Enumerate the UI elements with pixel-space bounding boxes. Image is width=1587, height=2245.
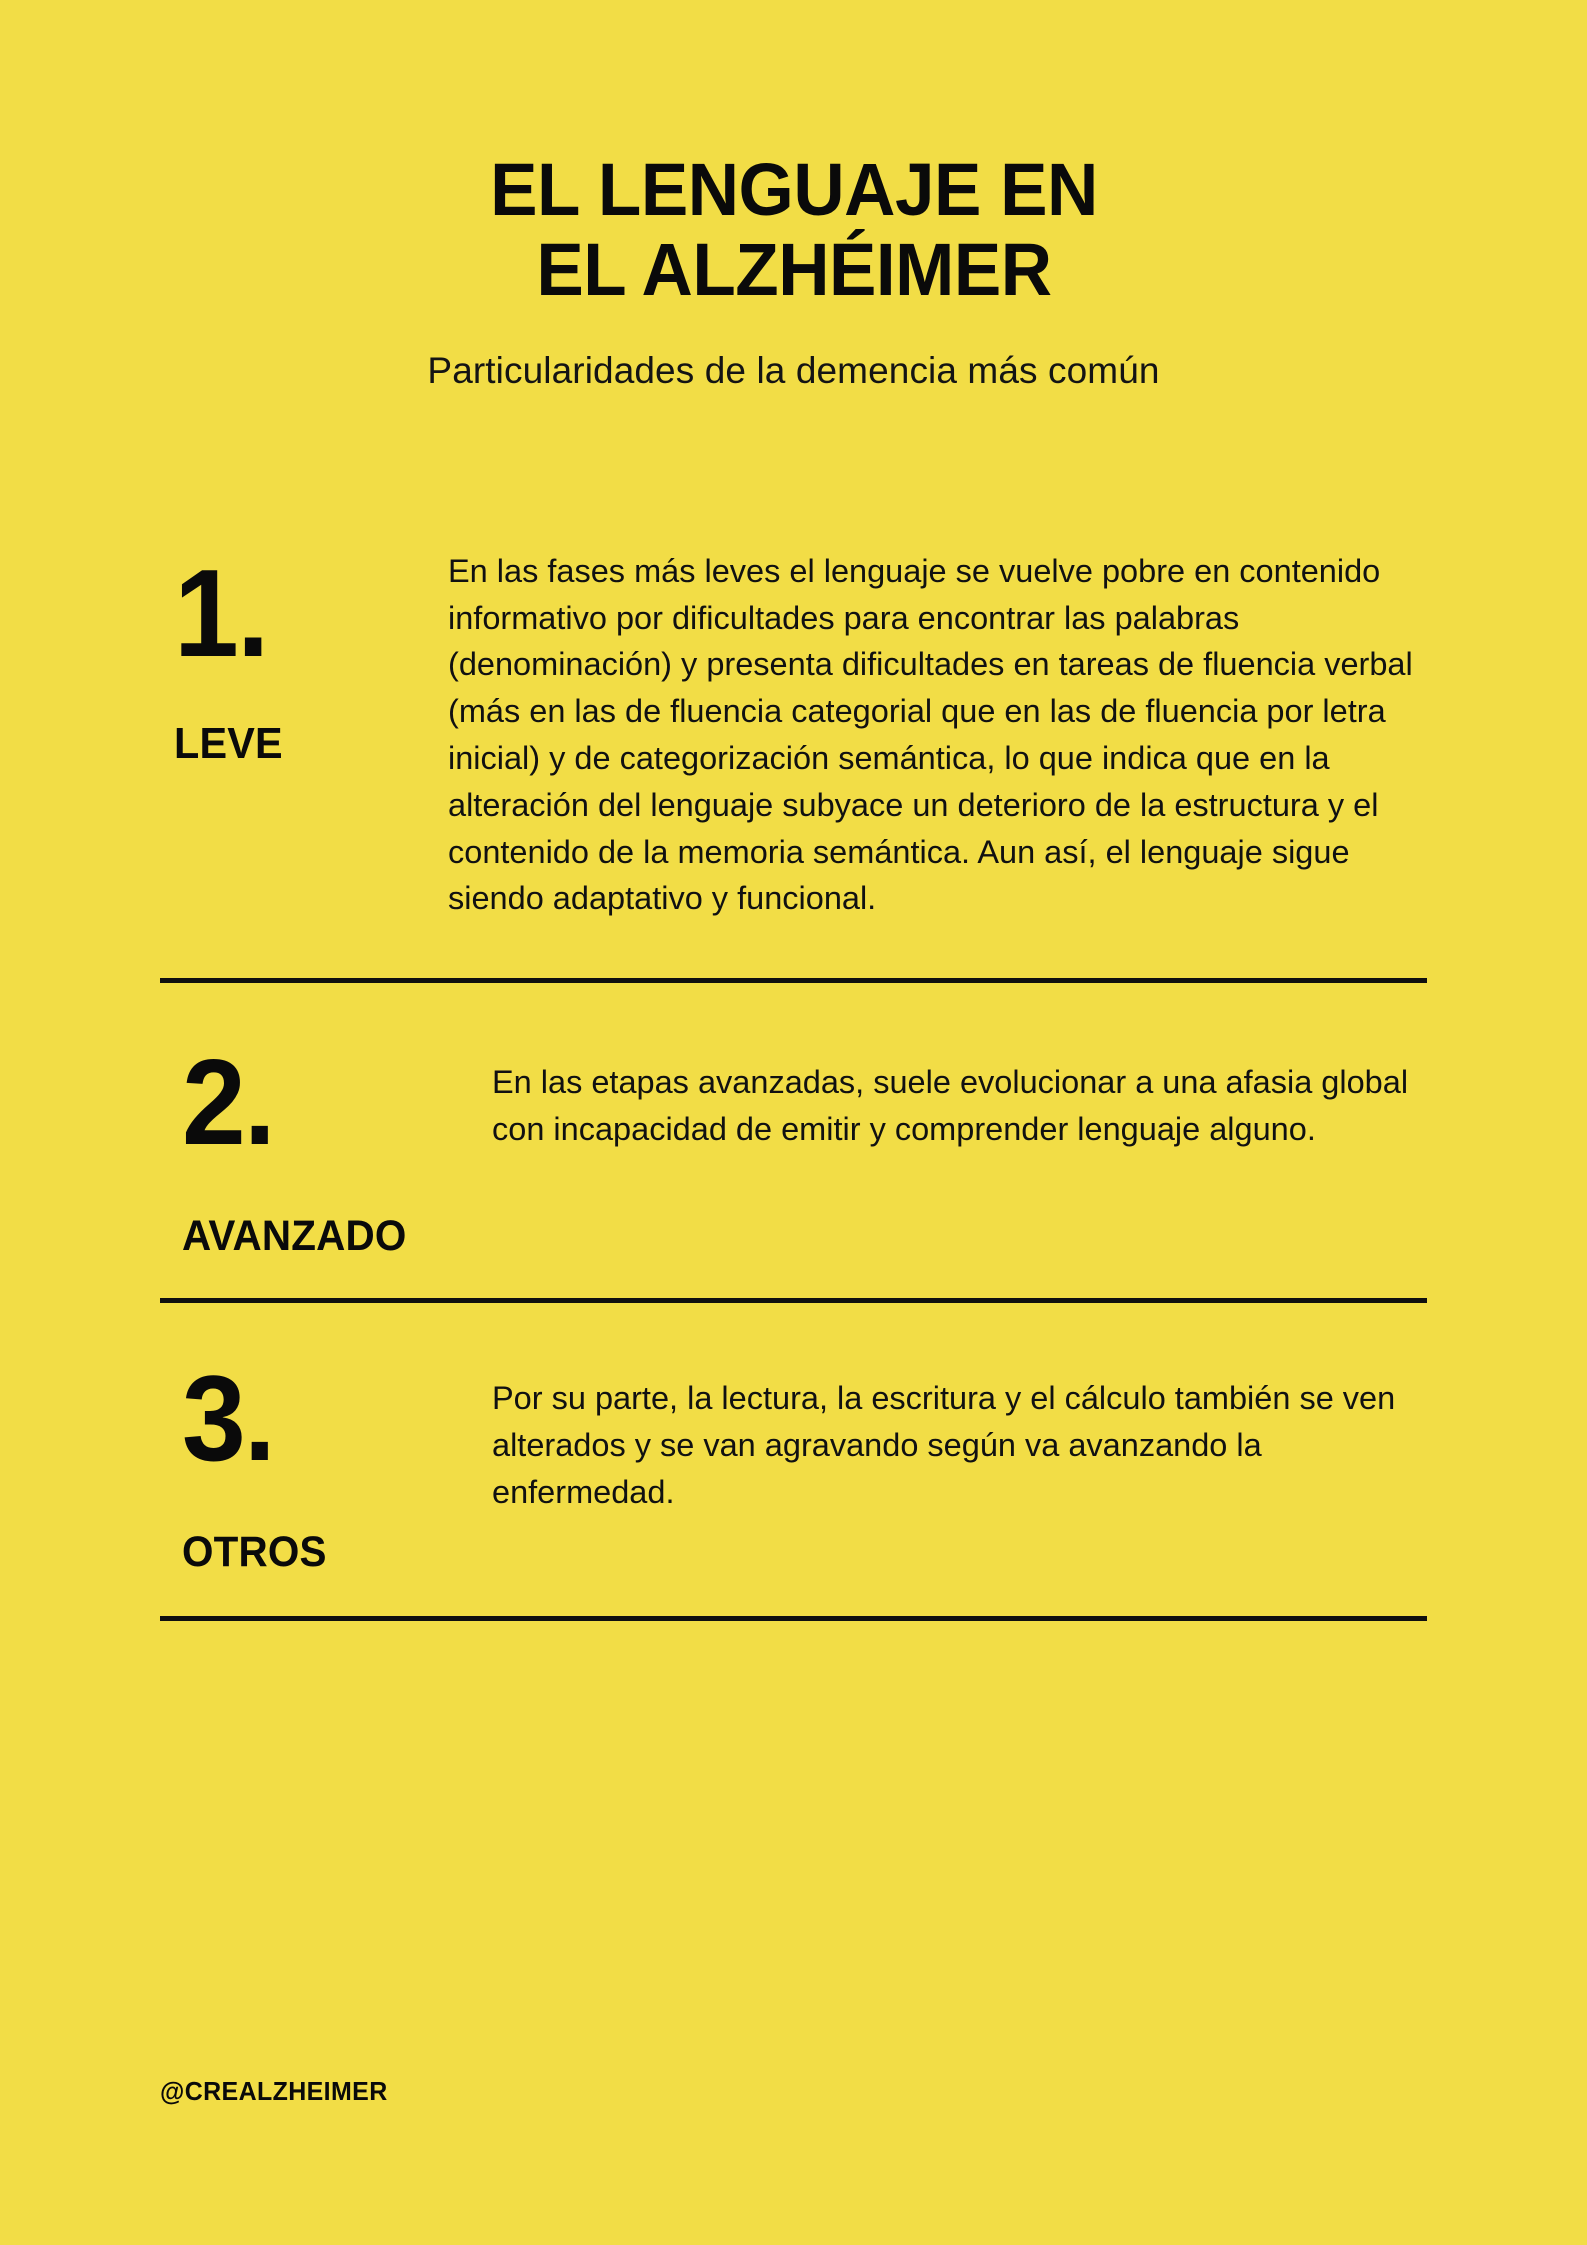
section-leve-body: En las fases más leves el lenguaje se vuelve pobre en contenido informativo por dificultades para encontrar las palabras (denominación) y presenta dificultades en tareas de fluencia verbal (más en las de fluencia categorial que en las de fluencia por letra inicial) y de categorización semántica, lo que indica que en la alteración del lenguaje subyace un deterioro de la estructura y el contenido de la memoria semántica. Aun así, el lenguaje sigue siendo adaptativo y funcional. <box>448 552 1413 917</box>
section-avanzado-body: En las etapas avanzadas, suele evolucionar a una afasia global con incapacidad de emitir y comprender lenguaje alguno. <box>492 1064 1409 1147</box>
page-subtitle: Particularidades de la demencia más común <box>427 349 1160 391</box>
section-avanzado-marker <box>160 1034 430 1261</box>
sections-list <box>0 542 1587 1621</box>
divider-3 <box>160 1616 1427 1621</box>
divider-2 <box>160 1298 1427 1303</box>
page-title-line-1: EL LENGUAJE EN <box>489 148 1098 231</box>
poster-footer <box>160 2076 397 2107</box>
social-handle: @CREALZHEIMER <box>160 2076 388 2106</box>
section-avanzado <box>160 1034 1427 1261</box>
section-avanzado-number: 2. <box>182 1034 274 1171</box>
section-leve-label: LEVE <box>174 718 283 768</box>
divider-1 <box>160 978 1427 983</box>
section-avanzado-label: AVANZADO <box>182 1212 407 1261</box>
section-otros-marker <box>160 1350 430 1576</box>
section-otros-body: Por su parte, la lectura, la escritura y el cálculo también se ven alterados y se van agravando según va avanzando la enfermedad. <box>492 1380 1396 1510</box>
section-leve-marker <box>160 542 430 766</box>
section-leve-number: 1. <box>174 544 268 683</box>
section-otros <box>160 1350 1427 1576</box>
page-title-line-2: EL ALZHÉIMER <box>535 227 1052 311</box>
section-leve <box>160 542 1427 922</box>
section-otros-label: OTROS <box>182 1527 327 1576</box>
poster-header <box>0 0 1587 392</box>
page-title <box>266 150 1322 310</box>
section-otros-number: 3. <box>182 1350 274 1487</box>
